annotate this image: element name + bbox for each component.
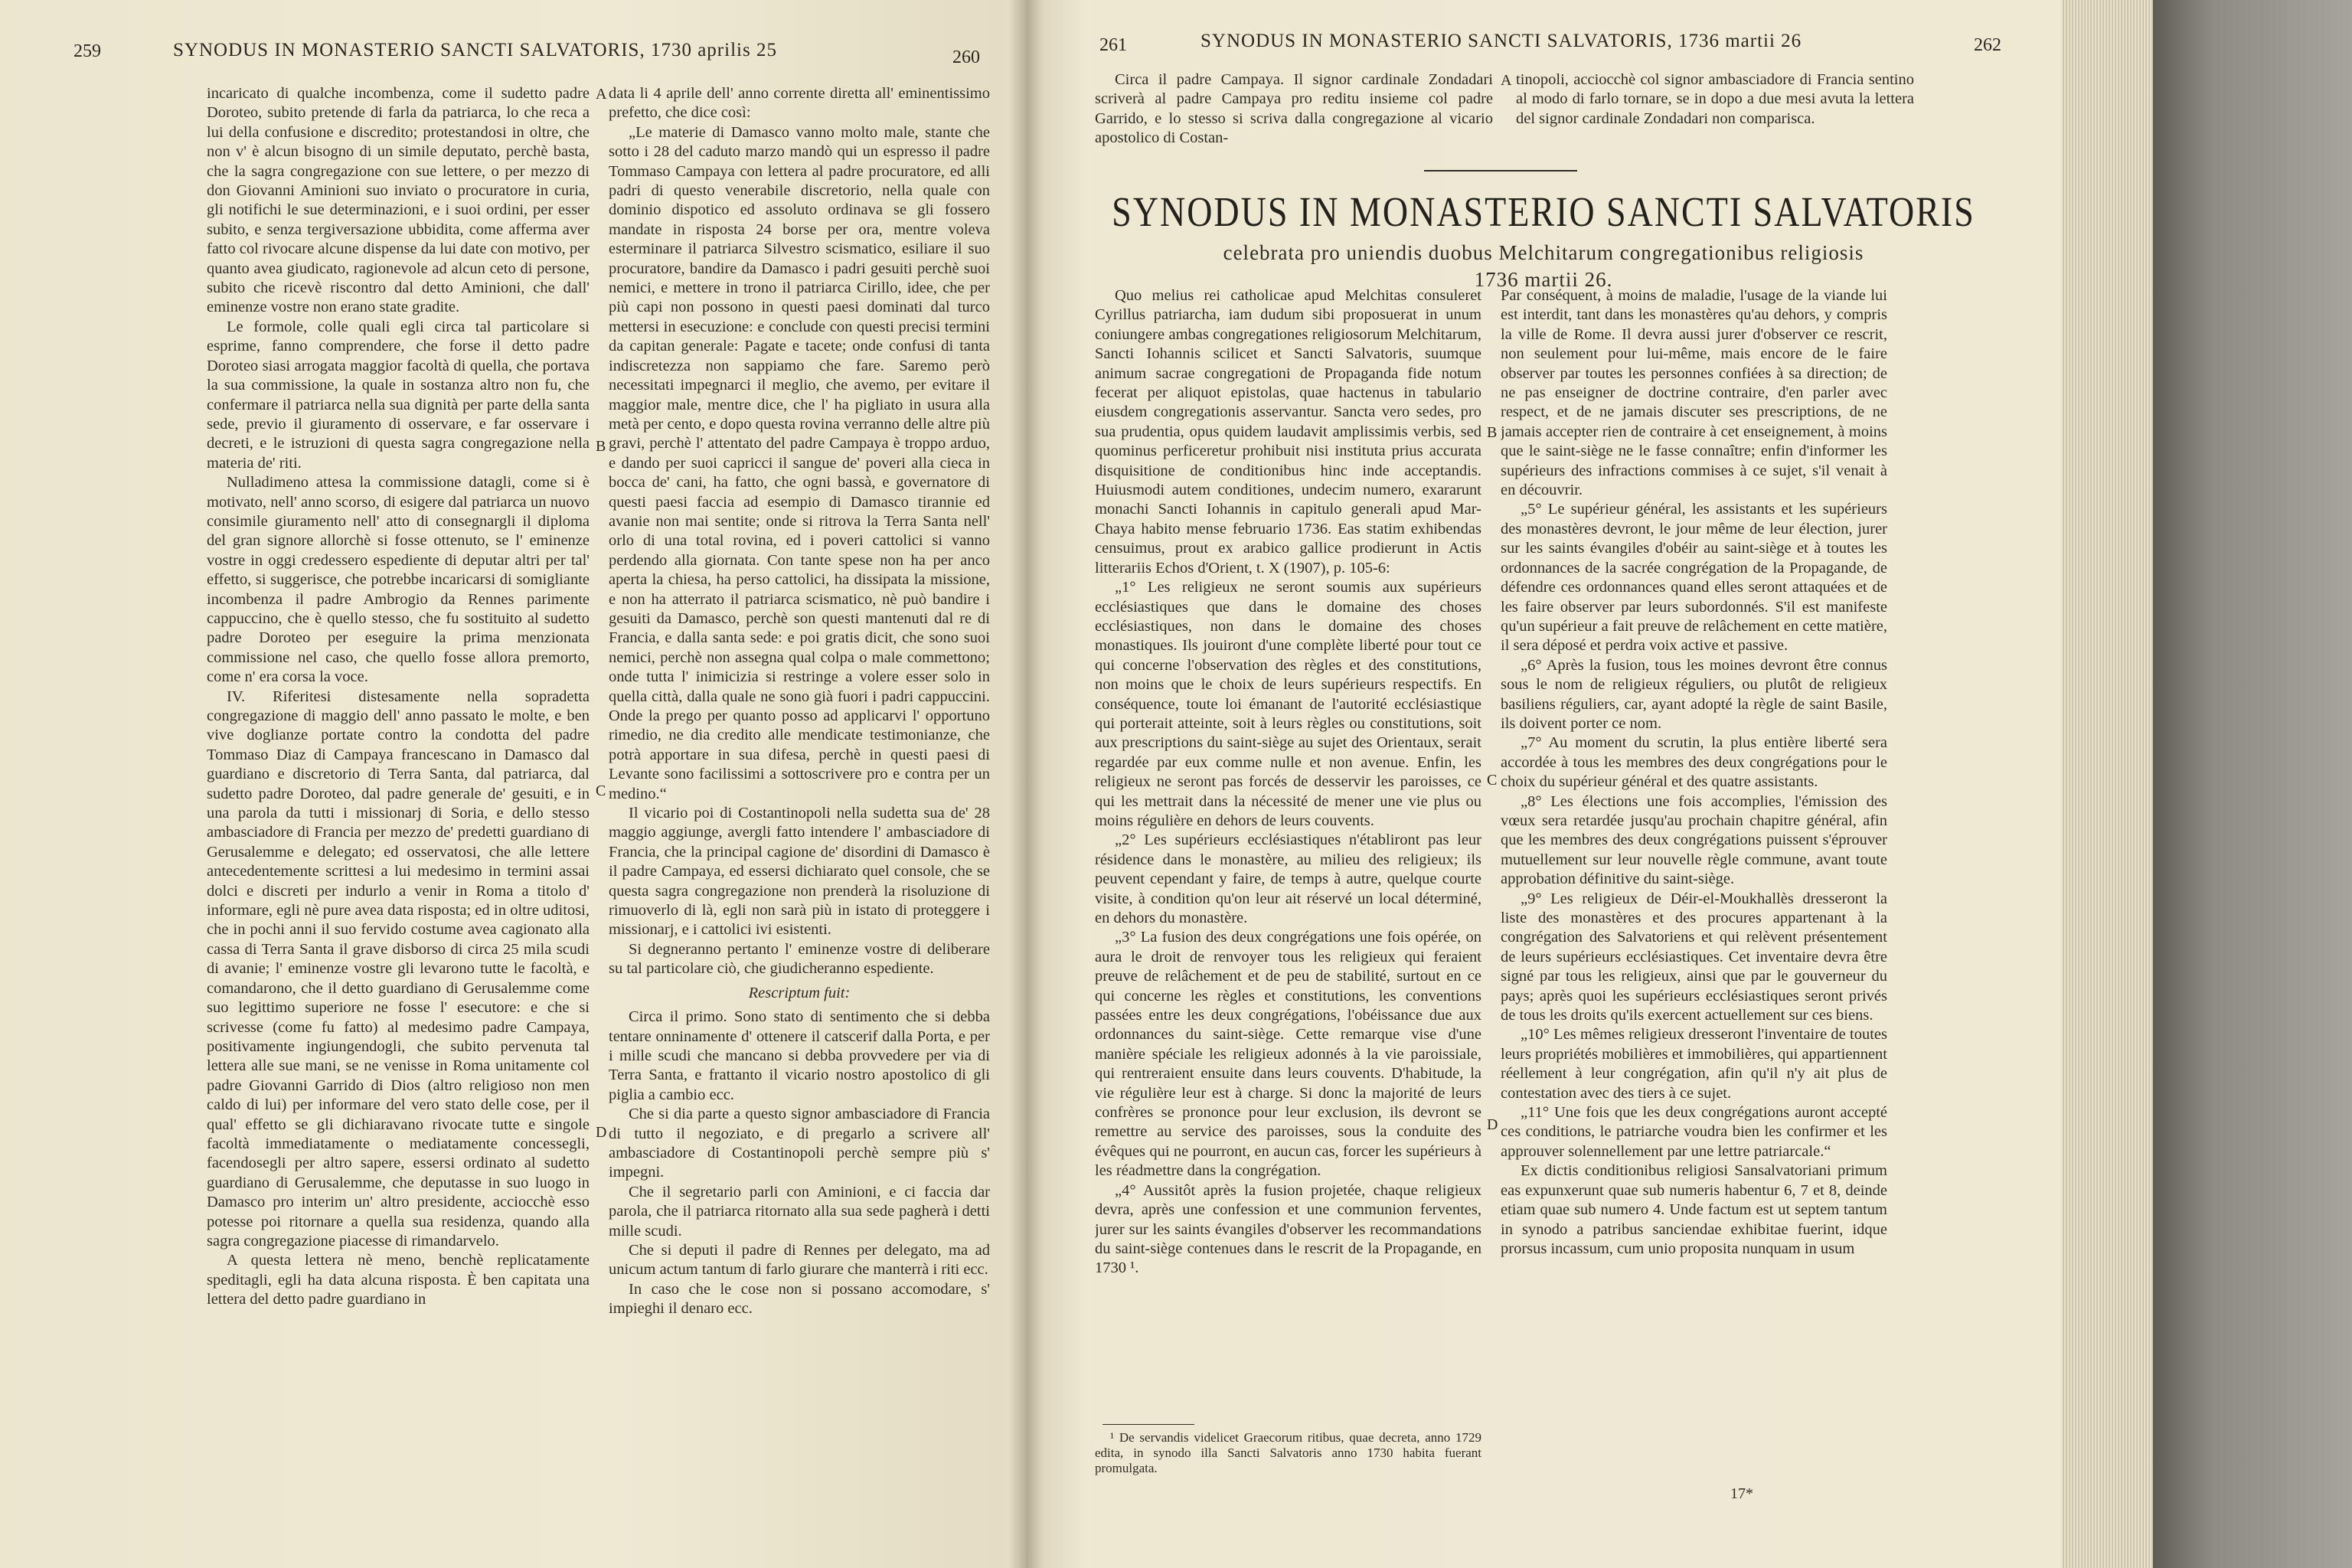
paragraph: Le formole, colle quali egli circa tal particolare si esprime, fanno comprendere, che forse il detto padre Doroteo siasi arrogata maggior facoltà di quella, che portava la sua commissione, la quale in sostanza altro non fu, che confermare il patriarca nella sua dignità per parte della santa sede, previo il giuramento di osservare, e far osservare i decreti, e le istruzioni di questa sagra congregazione nella materia de' riti. <box>207 318 590 472</box>
paragraph: Circa il primo. Sono stato di sentimento che si debba tentare onninamente d' ottenere il catscerif dalla Porta, e per i mille scudi che mancano si debba provvedere per via di Terra Santa, e frattanto il vicario nostro apostolico di gli piglia a cambio ecc. <box>609 1008 990 1103</box>
top-column-1 <box>1095 70 1493 155</box>
paragraph: Par conséquent, à moins de maladie, l'usage de la viande lui est interdit, tant dans les monastères qu'au dehors, y compris la ville de Rome. Il devra aussi jurer d'observer ce rescrit, non seulement pour lui-même, mais encore de le faire observer par toutes les personnes confiées à sa direction; de ne pas enseigner de doctrine contraire, d'en parler avec respect, et de ne jamais discuter ses prescriptions, de ne jamais accepter rien de contraire à cet enseignement, à moins que le saint-siège ne le fasse connaître; enfin d'informer les supérieurs des infractions commises à ce sujet, s'il venait à en découvrir. <box>1501 287 1887 499</box>
paragraph: Quo melius rei catholicae apud Melchitas consuleret Cyrillus patriarcha, iam dudum sibi proposuerat in unum coniungere ambas congregationes religiosorum Melchitarum, Sancti Iohannis scilicet et Sancti Salvatoris, suumque animum sacrae congregationi de Propaganda fide notum fecerat per aliquot epistolas, quae hactenus in tabulario eiusdem congregationis asservantur. Sancta vero sedes, pro sua prudentia, opus quidem laudavit amplissimis verbis, sed quominus perficeretur prohibuit nisi instituta prius accurata disquisitione de conditionibus hinc inde acceptandis. Huiusmodi autem conditiones, undecim numero, exararunt monachi Sancti Iohannis in capitulo generali apud Mar-Chaya habito mense februario 1736. Eas statim exhibendas censuimus, prout ex arabico gallice prodierunt in Actis litterariis Echos d'Orient, t. X (1907), p. 105-6: <box>1095 287 1481 577</box>
paragraph: Si degneranno pertanto l' eminenze vostre di deliberare su tal particolare ciò, che giudicheranno espediente. <box>609 940 990 978</box>
book-gutter <box>1009 0 1043 1568</box>
paragraph: Il vicario poi di Costantinopoli nella sudetta sua de' 28 maggio aggiunge, avergli fatto intendere l' ambasciadore di Francia, che la principal cagione de' disordini di Damasco è il padre Campaya, ed essersi dichiarato quel console, che se questa sagra congregazione non prenderà la risoluzione di rimuoverlo di là, egli non sarà più in istato di proteggere i missionarj, e i cattolici ivi esistenti. <box>609 805 990 939</box>
synod-heading <box>1026 188 2061 292</box>
paragraph: tinopoli, acciocchè col signor ambasciadore di Francia sentino al modo di farlo tornare, se in dopo a due mesi avuta la lettera del signor cardinale Zondadari non comparisca. <box>1516 71 1914 127</box>
margin-letter: C <box>1487 772 1498 789</box>
paragraph: „11° Une fois que les deux congrégations auront accepté ces conditions, le patriarche voudra bien les confirmer et les approuver solennellement par une lettre patriarcale.“ <box>1501 1104 1887 1160</box>
paragraph: „4° Aussitôt après la fusion projetée, chaque religieux devra, après une confession et une communion ferventes, jurer sur les saints évangiles d'observer les recommandations du saint-siège contenues dans le rescrit de la Propagande, en 1730 ¹. <box>1095 1181 1481 1277</box>
synod-subtitle: celebrata pro uniendis duobus Melchitarum congregationibus religiosis <box>1223 241 1864 264</box>
page-number: 260 <box>952 47 980 67</box>
paragraph: „9° Les religieux de Déir-el-Moukhallès dresseront la liste des monastères et des procures appartenant à la congrégation des Salvatoriens et qui relèvent présentement de leurs supérieurs ecclésiastiques. Cet inventaire devra être signé par tous les religieux, ainsi que par le gouverneur du pays; après quoi les supérieurs ecclésiastiques seront privés de tous les droits qu'ils exercent actuellement sur ces biens. <box>1501 890 1887 1024</box>
paragraph: Nulladimeno attesa la commissione datagli, come si è motivato, nell' anno scorso, di esigere dal patriarca un nuovo consimile giuramento nell' atto di consegnargli il diploma del gran signore allorchè si fosse ottenuto, se l' eminenze vostre in oggi credessero espediente di deputar altri per tal' effetto, si suggerisce, che potrebbe incaricarsi di somigliante incombenza il padre Ambrogio da Rennes parimente cappuccino, che è quello stesso, che fu sostituito al sudetto padre Doroteo per eseguire la prima menzionata commissione nel caso, che quello fosse allora premorto, come n' era corsa la voce. <box>207 474 590 686</box>
paragraph: A questa lettera nè meno, benchè replicatamente speditagli, egli ha data alcuna risposta. È ben capitata una lettera del detto padre guardiano in <box>207 1252 590 1308</box>
left-column-2 <box>609 84 990 1508</box>
paragraph: Che si deputi il padre di Rennes per delegato, ma ad unicum actum tantum di farlo giurare che manterrà i riti ecc. <box>609 1241 990 1279</box>
paragraph: „8° Les élections une fois accomplies, l'émission des vœux sera retardée jusqu'au prochain chapitre général, afin que les membres des deux congrégations puissent s'éprouver mutuellement sur leur nouvelle règle commune, avant toute approbation définitive du saint-siège. <box>1501 792 1887 888</box>
margin-letter: B <box>1487 424 1498 441</box>
paragraph: data li 4 aprile dell' anno corrente diretta all' eminentissimo prefetto, che dice così: <box>609 85 990 122</box>
signature-mark: 17* <box>1730 1485 1753 1502</box>
section-rule <box>1424 170 1577 172</box>
paragraph: Che si dia parte a questo signor ambasciadore di Francia di tutto il negoziato, e di pregarlo a scrivere all' ambasciadore di Costantinopoli perchè sempre più s' impegni. <box>609 1106 990 1181</box>
paragraph: „7° Au moment du scrutin, la plus entière liberté sera accordée à tous les membres des deux congrégations pour le choix du supérieur général et des quatre assistants. <box>1501 734 1887 791</box>
paragraph: „5° Le supérieur général, les assistants et les supérieurs des monastères devront, le jour même de leur élection, jurer sur les saints évangiles d'obéir au saint-siège et à toutes les ordonnances de la sacrée congrégation de la Propagande, de défendre ces ordonnances quand elles seront attaquées et de les faire observer par leurs subordonnés. S'il est manifeste qu'un supérieur a fait preuve de relâchement en cette matière, il sera déposé et perdra voix active et passive. <box>1501 501 1887 655</box>
margin-letter: C <box>596 782 606 799</box>
paragraph: Circa il padre Campaya. Il signor cardinale Zondadari scriverà al padre Campaya pro reditu insieme col padre Garrido, e lo stesso si scriva dalla congregazione al vicario apostolico di Costan- <box>1095 71 1493 147</box>
paragraph: „6° Après la fusion, tous les moines devront être connus sous le nom de religieux réguliers, ou plutôt de religieux basiliens réguliers, car, ayant adopté la règle de saint Basile, ils doivent porter ce nom. <box>1501 656 1887 732</box>
margin-letter: A <box>1501 72 1512 89</box>
footnote-rule <box>1102 1424 1194 1425</box>
footnote: ¹ De servandis videlicet Graecorum ritibus, quae decreta, anno 1729 edita, in synodo illa Sancti Salvatoris anno 1730 habita fuerant promulgata. <box>1095 1430 1481 1475</box>
margin-letter: D <box>1487 1116 1498 1133</box>
paragraph: „Le materie di Damasco vanno molto male, stante che sotto i 28 del caduto marzo mandò qui un espresso il padre Tommaso Campaya con lettera al padre procuratore, ed alli padri di questo venerabile discretorio, nella quale con dominio dispotico ed assoluto ordinava se gli fossero mandate in risposta 24 borse per ora, mentre voleva esterminare il patriarca Silvestro scismatico, esiliare il suo procuratore, bandire da Damasco i padri gesuiti perchè suoi nemici, e mettere in trono il patriarca Cirillo, idee, che per più capi non possono in questi paesi dominati dal turco mettersi in esecuzione: e conclude con questi precisi termini da capitan generale: Pagate e tacete; onde confusi di tanta indiscretezza non sappiamo che fare. Saremo però necessitati impegnarci il meglio, che avemo, per evitare il maggior male, mentre dice, che l' ha pigliato in usura alla metà per cento, e dopo questa rovina verranno delle altre più gravi, perchè l' attentato del padre Campaya è troppo arduo, e dando per suoi capricci il sangue de' poveri alla cieca in bocca de' cani, ha fatto, che ogni bassà, e governatore di questi paesi faccia ad esempio di Damasco tirannie ed avanie non mai sentite; onde si ritrova la Terra Santa nell' orlo di una total rovina, ed i poveri cattolici si vanno perdendo alla giornata. Con tante spese non ha per anco aperta la chiesa, ha perso cattolici, ha dissipata la missione, e non ha atterrato il patriarca scismatico, nè può bandire i gesuiti da Damasco, perchè son questi mantenuti dal re di Francia, e dalla santa sede: e poi gratis dicit, che sono suoi nemici, perchè non assegna qual colpa o male commettono; onde tutta l' inimicizia si restringe a volere esser solo in quella città, dalla quale ne sono già fuori i padri cappuccini. Onde la prego per quanto posso ad applicarvi l' opportuno rimedio, ne dia credito alle mendicate testimonianze, che potrà apportare in sua difesa, perchè in questi paesi di Levante sono facilissimi a sottoscrivere pro e contra per un medino.“ <box>609 123 990 802</box>
margin-letter: D <box>596 1124 607 1141</box>
right-column-1 <box>1095 286 1481 1419</box>
paragraph: „3° La fusion des deux congrégations une fois opérée, on aura le droit de renvoyer tous les religieux qui feraient preuve de relâchement et de peu de stabilité, surtout en ce qui concerne les règles et constitutions, les conventions passées entre les deux congrégations, l'obéissance due aux ordonnances du saint-siège. Cette remarque vise d'une manière spéciale les religieux adonnés à la vie paroissiale, qui rentreraient ensuite dans leurs couvents. D'habitude, la vie régulière leur est à charge. Si donc la majorité de leurs confrères se prononce pour leur exclusion, ils devront se remettre au service des paroisses, sous la conduite des évêques qui ne pourront, en aucun cas, forcer les supérieurs à les réadmettre dans la congrégation. <box>1095 929 1481 1180</box>
paragraph: incaricato di qualche incombenza, come il sudetto padre Doroteo, subito pretende di farla da patriarca, lo che reca a lui della confusione e discredito; protestandosi in oltre, che non v' è alcun bisogno di un simile deputato, perchè basta, che la sagra congregazione con sue lettere, o per mezzo di don Giovanni Aminioni suo inviato o procuratore in curia, gli notifichi le sue determinazioni, e i suoi ordini, per esser subito, e senza tergiversazione ubbidita, come afferma aver fatto col rivocare alcune dispense da lui date con motivo, per quanto avea giudicato, ragionevole ad alcun ceto di persone, subito che ricevè riscontro dal detto Aminioni, che dall' eminenze vostre non erano state gradite. <box>207 85 590 316</box>
left-column-1 <box>207 84 590 1508</box>
paragraph: IV. Riferitesi distesamente nella sopradetta congregazione di maggio dell' anno passato le molte, e ben vive doglianze portate contro la condotta del padre Tommaso Diaz di Campaya francescano in Damasco dal guardiano e discretorio di Terra Santa, dal patriarca, dal sudetto padre Doroteo, dal padre generale de' gesuiti, e in una parola da tutti i missionarj di Soria, e dello stesso ambasciadore di Francia per mezzo de' predetti guardiano di Gerusalemme e delegato; ed osservatosi, che alle lettere antecedentemente scrittesi a lui medesimo in termini assai dolci e discreti per indurlo a venir in Roma a titolo d' informare, egli nè pure avea data risposta; ed in oltre uditosi, che in pochi anni il suo fervido costume avea cagionato alla cassa di Terra Santa il grave disborso di circa 25 mila scudi di avanie; l' eminenze vostre gli levarono tutte le facoltà, e comandarono, che il detto guardiano di Gerusalemme come suo legittimo superiore ne fosse l' esecutore: e che si scrivesse (come fu fatto) al medesimo padre Campaya, positivamente ingiungendogli, che subito pervenuta tal lettera alle sue mani, se ne venisse in Roma unitamente col padre Giovanni Garrido di Dios (altro religioso non men caldo di lui) per informare del vero stato delle cose, per il qual' effetto se gli dichiaravano rivocate tutte e singole facoltà immediatamente o mediatamente concessegli, facendosegli per altro sapere, essersi ordinato al sudetto guardiano di Gerusalemme, che deputasse in suo luogo in Damasco pro interim un' altro presidente, acciocchè esso potesse poi ritornare a quella sua residenza, quando alla sagra congregazione piacesse di rimandarvelo. <box>207 688 590 1250</box>
running-head: SYNODUS IN MONASTERIO SANCTI SALVATORIS, 1730 aprilis 25 <box>173 40 777 60</box>
page-number: 259 <box>74 41 101 61</box>
page-edges <box>2061 0 2153 1568</box>
margin-letter: A <box>596 86 607 103</box>
page-number: 262 <box>1974 35 2001 55</box>
synod-date: 1736 martii 26. <box>1474 268 1613 291</box>
rescriptum-heading: Rescriptum fuit: <box>748 984 851 1001</box>
paragraph: Che il segretario parli con Aminioni, e ci faccia dar parola, che il patriarca ritornato alla sua sede pagherà i detti mille scudi. <box>609 1183 990 1240</box>
paragraph: „10° Les mêmes religieux dresseront l'inventaire de toutes leurs propriétés mobilières et immobilières, qui appartiennent réellement à leur congrégation, afin qu'il n'y ait plus de contestation avec des tiers à ce sujet. <box>1501 1026 1887 1102</box>
paragraph: „2° Les supérieurs ecclésiastiques n'établiront pas leur résidence dans le monastère, au milieu des religieux; ils peuvent cependant y faire, de temps à autre, quelque courte visite, à condition qu'on leur ait réservé un local déterminé, en dehors du monastère. <box>1095 831 1481 926</box>
paragraph: „1° Les religieux ne seront soumis aux supérieurs ecclésiastiques que dans le domaine des choses ecclésiastiques, non dans le domaine des choses monastiques. Ils jouiront d'une complète liberté pour tout ce qui concerne l'observation des règles et des constitutions, non moins que le choix de leurs supérieurs respectifs. En conséquence, toute loi émanant de l'autorité ecclésiastique qui porterait atteinte, soit à leurs règles ou constitutions, soit aux prescriptions du saint-siège au sujet des Orientaux, serait regardée par eux comme nulle et non avenue. Enfin, les religieux ne seront pas forcés de desservir les paroisses, ce qui les mettrait dans la nécessité de mener une vie plus ou moins régulière en dehors de leurs couvents. <box>1095 579 1481 829</box>
page-number: 261 <box>1099 35 1127 55</box>
synod-title: SYNODUS IN MONASTERIO SANCTI SALVATORIS <box>1112 188 1975 236</box>
left-page <box>0 0 1026 1568</box>
top-column-2 <box>1516 70 1914 155</box>
book-cover <box>2153 0 2352 1568</box>
right-column-2 <box>1501 286 1887 1488</box>
running-head: SYNODUS IN MONASTERIO SANCTI SALVATORIS, 1736 martii 26 <box>1200 31 1802 51</box>
margin-letter: B <box>596 438 606 455</box>
paragraph: In caso che le cose non si possano accomodare, s' impieghi il denaro ecc. <box>609 1280 990 1318</box>
paragraph: Ex dictis conditionibus religiosi Sansalvatoriani primum eas expunxerunt quae sub numeris habentur 6, 7 et 8, deinde etiam quae sub numero 4. Unde factum est ut septem tantum in synodo a patribus sanciendae exhibitae fuerint, idque prorsus incassum, cum unio proposita nunquam in usum <box>1501 1162 1887 1257</box>
